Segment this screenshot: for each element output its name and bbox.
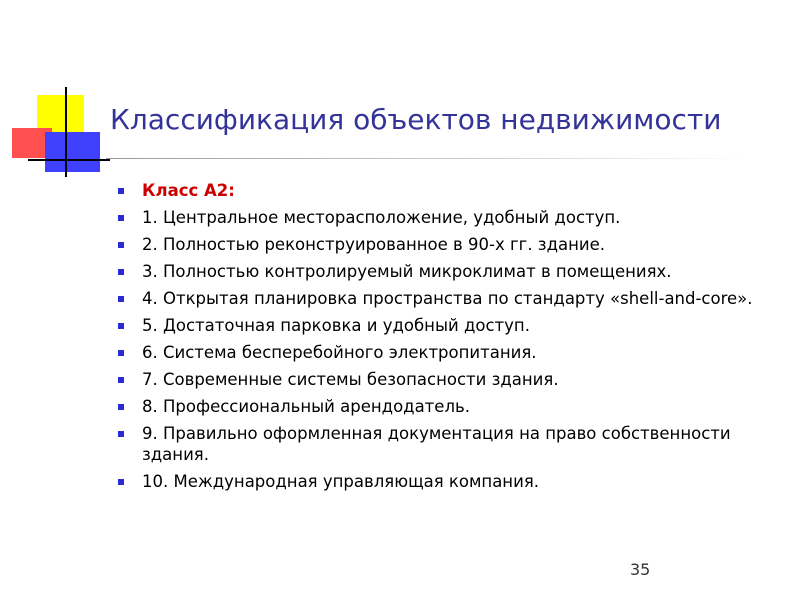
bullet-marker-icon: [118, 479, 124, 485]
blue-square: [45, 132, 100, 172]
bullet-marker-icon: [118, 188, 124, 194]
list-item: 9. Правильно оформленная документация на право собственности здания.: [118, 423, 778, 465]
bullet-marker-icon: [118, 377, 124, 383]
list-item: 6. Система бесперебойного электропитания.: [118, 342, 778, 363]
bullet-marker-icon: [118, 404, 124, 410]
bullet-list: [118, 180, 778, 498]
list-item: 5. Достаточная парковка и удобный доступ.: [118, 315, 778, 336]
bullet-marker-icon: [118, 269, 124, 275]
list-item: 7. Современные системы безопасности здания.: [118, 369, 778, 390]
page-number: 35: [630, 560, 651, 579]
decorative-squares: [0, 0, 120, 190]
vertical-line: [65, 87, 67, 177]
bullet-marker-icon: [118, 296, 124, 302]
list-item: 10. Международная управляющая компания.: [118, 471, 778, 492]
bullet-marker-icon: [118, 350, 124, 356]
slide-title: Классификация объектов недвижимости: [110, 103, 722, 136]
list-item: 3. Полностью контролируемый микроклимат в помещениях.: [118, 261, 778, 282]
title-underline: [106, 158, 751, 159]
list-item: 8. Профессиональный арендодатель.: [118, 396, 778, 417]
list-item: Класс А2:: [118, 180, 778, 201]
list-item: 1. Центральное месторасположение, удобный доступ.: [118, 207, 778, 228]
list-item: 2. Полностью реконструированное в 90-х гг. здание.: [118, 234, 778, 255]
bullet-marker-icon: [118, 215, 124, 221]
bullet-marker-icon: [118, 431, 124, 437]
bullet-marker-icon: [118, 242, 124, 248]
horizontal-line: [28, 159, 110, 161]
list-item: 4. Открытая планировка пространства по стандарту «shell-and-core».: [118, 288, 778, 309]
bullet-marker-icon: [118, 323, 124, 329]
